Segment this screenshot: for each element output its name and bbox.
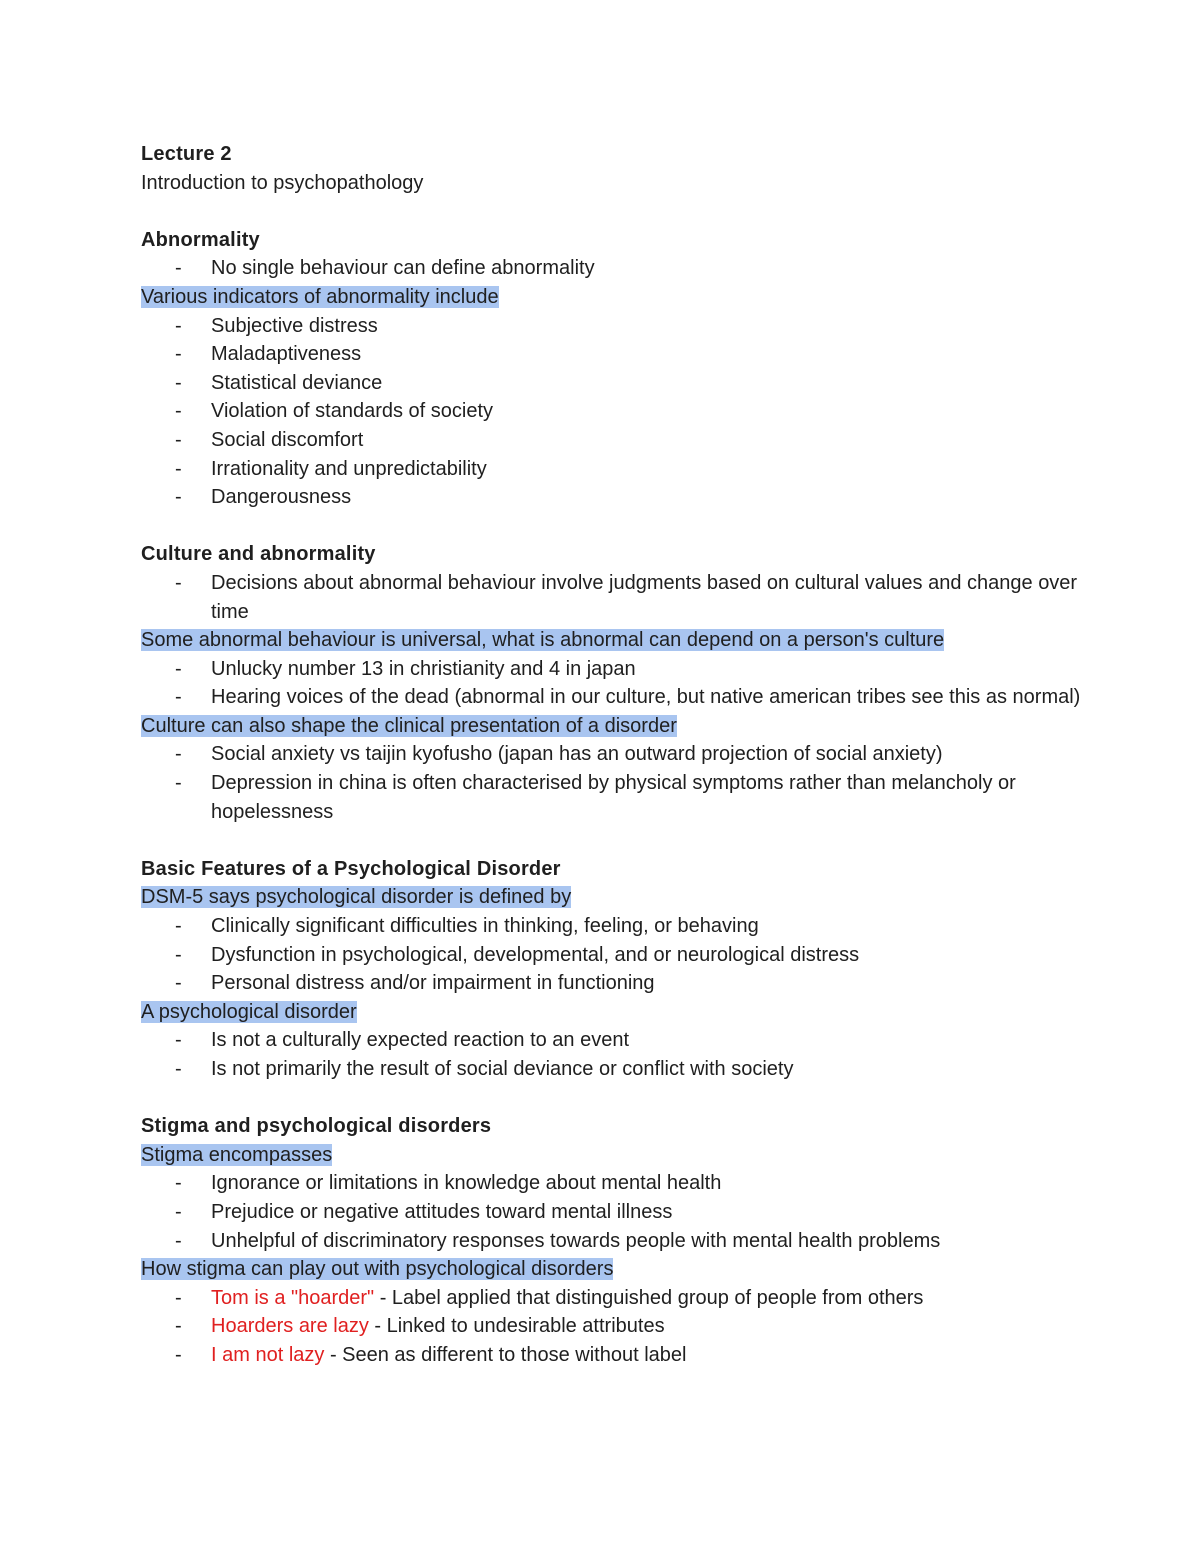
list-item: - Social anxiety vs taijin kyofusho (japan has an outward projection of social anxiety)	[211, 740, 1081, 769]
highlighted-line: DSM-5 says psychological disorder is defined by	[141, 886, 572, 909]
list-item: - Personal distress and/or impairment in functioning	[211, 969, 1081, 998]
red-emphasis-text: Tom is a "hoarder"	[211, 1286, 375, 1309]
list-item: - Irrationality and unpredictability	[211, 455, 1081, 484]
document-title: Lecture 2	[141, 143, 232, 165]
highlighted-line: How stigma can play out with psychological disorders	[141, 1258, 614, 1281]
list-item: - Clinically significant difficulties in thinking, feeling, or behaving	[211, 912, 1081, 941]
section-heading-culture: Culture and abnormality	[141, 543, 376, 566]
list-item: - Is not a culturally expected reaction to an event	[211, 1026, 1081, 1055]
section-heading-features: Basic Features of a Psychological Disorder	[141, 857, 561, 880]
abnormality-intro-list	[141, 254, 1081, 283]
culture-presentation-list	[141, 740, 1081, 826]
list-item	[211, 1341, 1081, 1370]
list-item: - Statistical deviance	[211, 369, 1081, 398]
features-dsm-list	[141, 912, 1081, 998]
spacer	[141, 1084, 1081, 1113]
list-item: - Prejudice or negative attitudes toward mental illness	[211, 1198, 1081, 1227]
list-item: - Ignorance or limitations in knowledge about mental health	[211, 1169, 1081, 1198]
features-disorder-list	[141, 1026, 1081, 1083]
highlighted-line: Various indicators of abnormality include	[141, 285, 499, 308]
list-item	[211, 1312, 1081, 1341]
highlighted-line: Stigma encompasses	[141, 1143, 333, 1166]
stigma-playout-list	[141, 1284, 1081, 1370]
list-item: - Dangerousness	[211, 483, 1081, 512]
document-subtitle: Introduction to psychopathology	[141, 171, 424, 194]
list-item: - Violation of standards of society	[211, 397, 1081, 426]
list-item: - Social discomfort	[211, 426, 1081, 455]
stigma-encompasses-list	[141, 1169, 1081, 1255]
list-item: - Unhelpful of discriminatory responses towards people with mental health problems	[211, 1227, 1081, 1256]
section-heading-stigma: Stigma and psychological disorders	[141, 1115, 492, 1138]
highlighted-line: A psychological disorder	[141, 1000, 357, 1023]
red-emphasis-text: I am not lazy	[211, 1343, 325, 1366]
red-emphasis-text: Hoarders are lazy	[211, 1315, 369, 1338]
list-item: - Subjective distress	[211, 312, 1081, 341]
list-item: - Depression in china is often characterised by physical symptoms rather than melancholy or hopelessness	[211, 769, 1081, 826]
explanation-text: - Linked to undesirable attributes	[368, 1315, 665, 1338]
culture-universal-list	[141, 655, 1081, 712]
culture-intro-list	[141, 569, 1081, 626]
explanation-text: - Label applied that distinguished group of people from others	[374, 1286, 924, 1309]
list-item	[211, 1284, 1081, 1313]
list-item: - No single behaviour can define abnormality	[211, 254, 1081, 283]
highlighted-line: Culture can also shape the clinical presentation of a disorder	[141, 714, 677, 737]
section-heading-abnormality: Abnormality	[141, 228, 260, 251]
list-item: - Unlucky number 13 in christianity and 4 in japan	[211, 655, 1081, 684]
document-page	[141, 140, 1081, 1370]
spacer	[141, 512, 1081, 541]
spacer	[141, 826, 1081, 855]
spacer	[141, 197, 1081, 226]
list-item: - Is not primarily the result of social deviance or conflict with society	[211, 1055, 1081, 1084]
list-item: - Decisions about abnormal behaviour involve judgments based on cultural values and change over time	[211, 569, 1081, 626]
list-item: - Dysfunction in psychological, developmental, and or neurological distress	[211, 941, 1081, 970]
abnormality-indicators-list	[141, 312, 1081, 512]
highlighted-line: Some abnormal behaviour is universal, what is abnormal can depend on a person's culture	[141, 629, 945, 652]
explanation-text: - Seen as different to those without label	[324, 1343, 687, 1366]
list-item: - Maladaptiveness	[211, 340, 1081, 369]
list-item: - Hearing voices of the dead (abnormal in our culture, but native american tribes see this as normal)	[211, 683, 1081, 712]
